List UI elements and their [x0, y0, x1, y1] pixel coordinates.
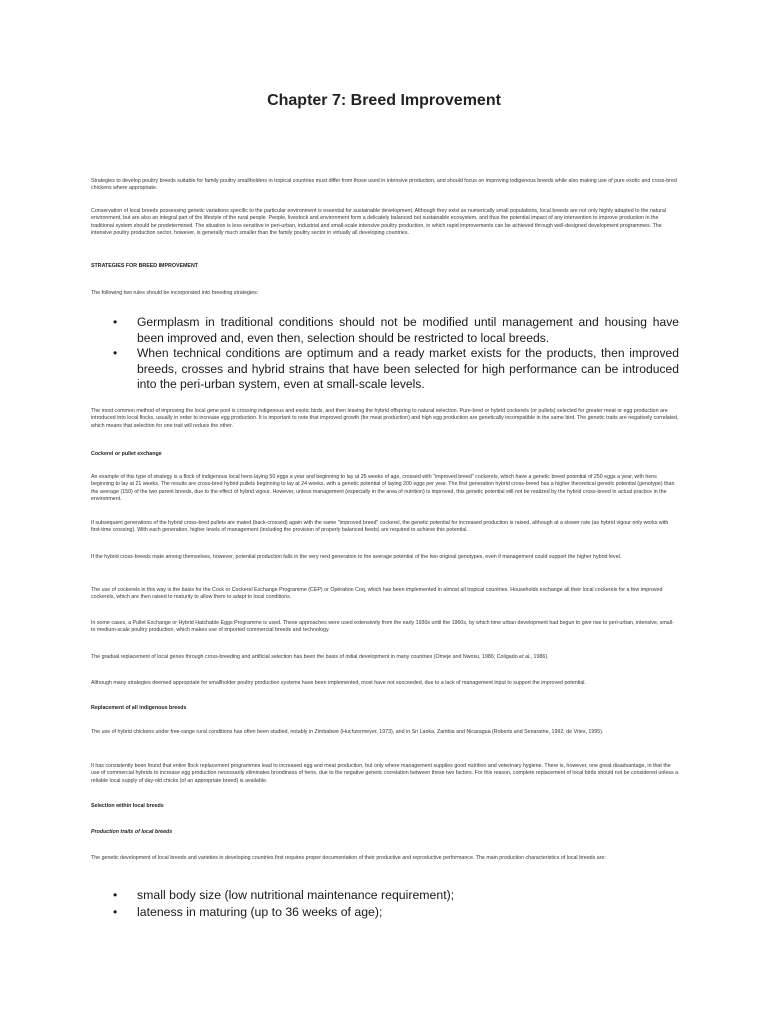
cep-paragraph: The use of cockerels in this way is the basis for the Cock or Cockerel Exchange Programme (CEP) or Opération Coq, which has been implemented in almost all tropical countries. Households exchange all their local cockerels for a few improved cockerels, which are then raised to maturity to allow them to adapt to local conditions.	[91, 587, 663, 601]
bullet-icon: •	[113, 904, 118, 919]
crossing-paragraph: The most common method of improving the local gene pool is crossing indigenous and exotic birds, and then leaving the hybrid offspring to natural selection. Pure-bred or hybrid cockerels (or pullets) selected for greater meat or egg production are introduced into local flocks, usually in order to increase egg production. It is important to note that improved growth (for meat production) and high egg production are genetically incompatible in the same bird. The genetic traits are negatively correlated, which means that selection for one trait will reduce the other.	[91, 408, 679, 429]
list-item	[91, 904, 679, 921]
bullet-icon: •	[113, 346, 118, 360]
rule-text: When technical conditions are optimum and a ready market exists for the products, then improved breeds, crosses and hybrid strains that have been selected for high performance can be introduced into the peri-urban system, even at small-scale levels.	[137, 346, 679, 391]
chapter-title: Chapter 7: Breed Improvement	[267, 92, 501, 109]
rules-intro-paragraph: The following two rules should be incorporated into breeding strategies:	[91, 290, 259, 296]
gradual-replacement-paragraph	[91, 654, 679, 661]
citation-text-end: , 1986).	[530, 654, 549, 660]
subsection-heading-production-traits: Production traits of local breeds	[91, 829, 173, 835]
production-traits-list	[91, 887, 679, 920]
list-item	[91, 346, 679, 393]
strategies-outcome-paragraph: Although many strategies deemed appropriate for smallholder poultry production systems have been implemented, most have not succeeded, due to a lack of management input to support the improved potential.	[91, 680, 586, 686]
section-heading-selection: Selection within local breeds	[91, 803, 164, 809]
breeding-rules-list	[91, 315, 679, 393]
example-paragraph: An example of this type of strategy is a flock of indigenous local hens laying 50 eggs a year and beginning to lay at 25 weeks of age, crossed with "improved breed" cockerels, which have a genetic breed potential of 250 eggs a year, with hens beginning to lay at 21 weeks. The results are cross-bred hybrid pullets beginning to lay at 24 weeks, with a genetic potential of laying 200 eggs per year. The first generation hybrid cross-breed has a higher theoretical genetic potential (genotype) than the average (150) of the two parent breeds, due to the effect of hybrid vigour. However, unless management (especially in the area of nutrition) is improved, this genetic potential will not be realized by the hybrid cross-breed in actual practice in the environment.	[91, 474, 675, 503]
list-item	[91, 315, 679, 346]
backcross-paragraph: If subsequent generations of the hybrid cross-bred pullets are mated (back-crossed) again with the same "improved breed" cockerel, the genetic potential for increased production is raised, although at a slower rate (as hybrid vigour only works with first-time crossing). With each generation, higher levels of management (including the provision of properly balanced feeds) are required to achieve this potential.	[91, 520, 669, 534]
flock-replacement-paragraph: It has consistently been found that entire flock replacement programmes lead to increased egg and meat production, but only where management supplies good nutrition and veterinary hygiene. There is, however, one great disadvantage, in that the use of commercial hybrids to increase egg production necessarily eliminates broodiness of hens, due to the negative genetic correlation between these two factors. For this reason, complete replacement of local birds should not be considered unless a reliable local supply of day-old chicks (of an appropriate breed) is available.	[91, 763, 679, 784]
production-traits-paragraph: The genetic development of local breeds and varieties in developing countries first requires proper documentation of their productive and reproductive performance. The main production characteristics of local breeds are:	[91, 855, 606, 861]
hybrid-studies-paragraph: The use of hybrid chickens under free-range rural conditions has often been studied, notably in Zimbabwe (Huchzermeyer, 1973), and in Sri Lanka, Zambia and Nicaragua (Roberts and Senaratne, 1992; de Vries, 1995).	[91, 729, 604, 735]
conservation-paragraph: Conservation of local breeds possessing genetic variations specific to the particular environment is essential for sustainable development. Although they exist as numerically small populations, local breeds are not only highly adapted to the natural environment, but are also an integral part of the lifestyle of the rural people. People, livestock and environment form a delicately balanced but sustainable ecosystem, and thus the potential impact of any intervention to improve production in the traditional system should be predetermined. The situation is less sensitive in peri-urban, industrial and small-scale intensive poultry production, in which rapid improvements can be achieved through well-designed development programmes. The intensive poultry production sector, however, is generally much smaller than the family poultry sector in virtually all developing countries.	[91, 208, 667, 237]
bullet-icon: •	[113, 315, 118, 329]
rule-text: Germplasm in traditional conditions should not be modified until management and housing have been improved and, even then, selection should be restricted to local breeds.	[137, 315, 679, 345]
intro-paragraph: Strategies to develop poultry breeds suitable for family poultry smallholders in tropical countries must differ from those used in intensive production, and should focus on improving indigenous breeds while also making use of pure exotic and cross-bred chickens where appropriate.	[91, 178, 677, 192]
bullet-icon: •	[113, 888, 118, 902]
section-heading-strategies: STRATEGIES FOR BREED IMPROVEMENT	[91, 263, 199, 269]
trait-text: lateness in maturing (up to 36 weeks of age);	[137, 904, 383, 919]
trait-text: small body size (low nutritional maintenance requirement);	[137, 888, 455, 902]
list-item	[91, 887, 679, 904]
section-heading-cockerel-exchange: Cockerel or pullet exchange	[91, 451, 162, 457]
citation-etal: et al.	[519, 654, 531, 660]
citation-text: The gradual replacement of local genes through cross-breeding and artificial selection has been the basis of initial development in many countries (Omeje and Nwosu, 1986; Coligado	[91, 654, 520, 660]
pullet-exchange-paragraph: In some cases, a Pullet Exchange or Hybrid Hatchable Eggs Programme is used. These approaches were used extensively from the early 1930s until the 1960s, by which time urban development had begun to give rise to peri-urban, intensive, small- to medium-scale poultry production, which makes use of imported commercial breeds and technology.	[91, 620, 674, 634]
hybrid-mating-paragraph: If the hybrid cross-breeds mate among themselves, however, potential production falls in the very next generation to the average potential of the two original genotypes, even if management could support the higher hybrid level.	[91, 554, 622, 560]
section-heading-replacement: Replacement of all indigenous breeds	[91, 705, 187, 711]
